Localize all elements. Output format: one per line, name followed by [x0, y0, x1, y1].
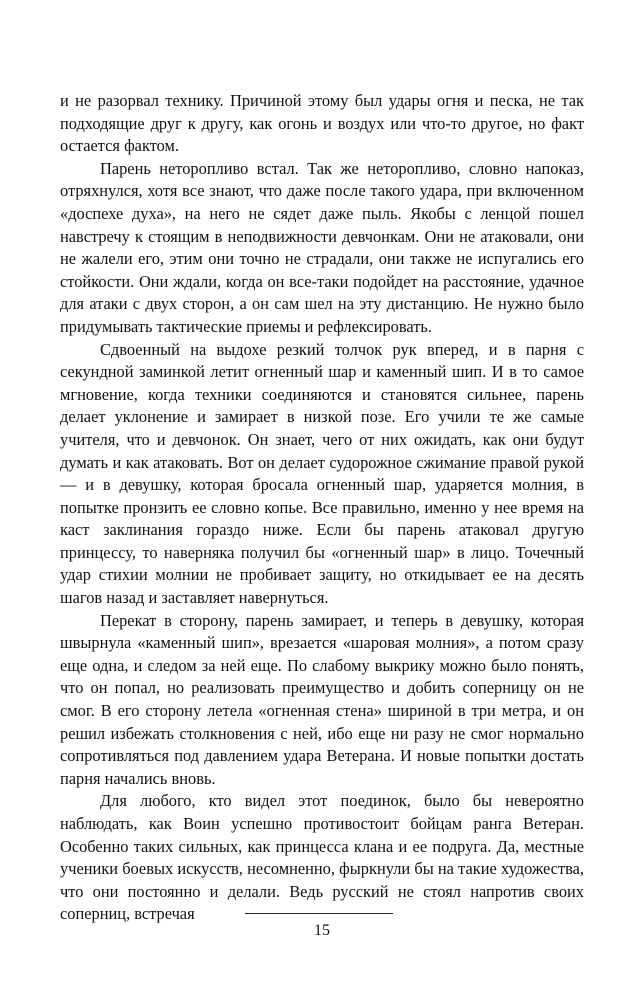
book-page-text — [60, 90, 584, 926]
paragraph-3: Сдвоенный на выдохе резкий толчок рук вперед, и в парня с секундной заминкой летит огненный шар и каменный шип. И в то самое мгновение, когда техники соединяются и становятся сильнее, парень делает уклонение и замирает в низкой позе. Его учили те же самые учителя, что и девчонок. Он знает, чего от них ожидать, как они будут думать и как атаковать. Вот он делает судорожное сжимание правой рукой — и в девушку, которая бросала огненный шар, ударяется молния, в попытке пронзить ее словно копье. Все правильно, именно у нее время на каст заклинания гораздо ниже. Если бы парень атаковал другую принцессу, то наверняка получил бы «огненный шар» в лицо. Точечный удар стихии молнии не пробивает защиту, но откидывает ее на десять шагов назад и заставляет навернуться. — [60, 339, 584, 608]
footer-divider — [245, 913, 393, 914]
paragraph-5: Для любого, кто видел этот поединок, было бы невероятно наблюдать, как Воин успешно противостоит бойцам ранга Ветеран. Особенно таких сильных, как принцесса клана и ее подруга. Да, местные ученики боевых искусств, несомненно, фыркнули бы на такие художества, что они постоянно и делали. Ведь русский не стоял напротив своих соперниц, встречая — [60, 791, 584, 924]
paragraph-1: и не разорвал технику. Причиной этому был удары огня и песка, не так подходящие друг к другу, как огонь и воздух или что-то другое, но факт остается фактом. — [60, 91, 584, 156]
paragraph-4: Перекат в сторону, парень замирает, и теперь в девушку, которая швырнула «каменный шип», врезается «шаровая молния», а потом сразу еще одна, и следом за ней еще. По слабому выкрику можно было понять, что он попал, но реализовать преимущество и добить соперницу он не смог. В его сторону летела «огненная стена» шириной в три метра, и он решил избежать столкновения с ней, ибо еще ни разу не смог нормально сопротивляться под давлением удара Ветерана. И новые попытки достать парня начались вновь. — [60, 610, 584, 788]
paragraph-2: Парень неторопливо встал. Так же неторопливо, словно напоказ, отряхнулся, хотя все знают, что даже после такого удара, при включенном «доспехе духа», на него не сядет даже пыль. Якобы с ленцой пошел навстречу к стоящим в неподвижности девчонкам. Они не атаковали, они не жалели его, этим они точно не страдали, они также не испугались его стойкости. Они ждали, когда он все-таки подойдет на расстояние, удачное для атаки с двух сторон, а он сам шел на эту дистанцию. Не нужно было придумывать тактические приемы и рефлексировать. — [60, 158, 584, 336]
page-number: 15 — [314, 922, 330, 939]
